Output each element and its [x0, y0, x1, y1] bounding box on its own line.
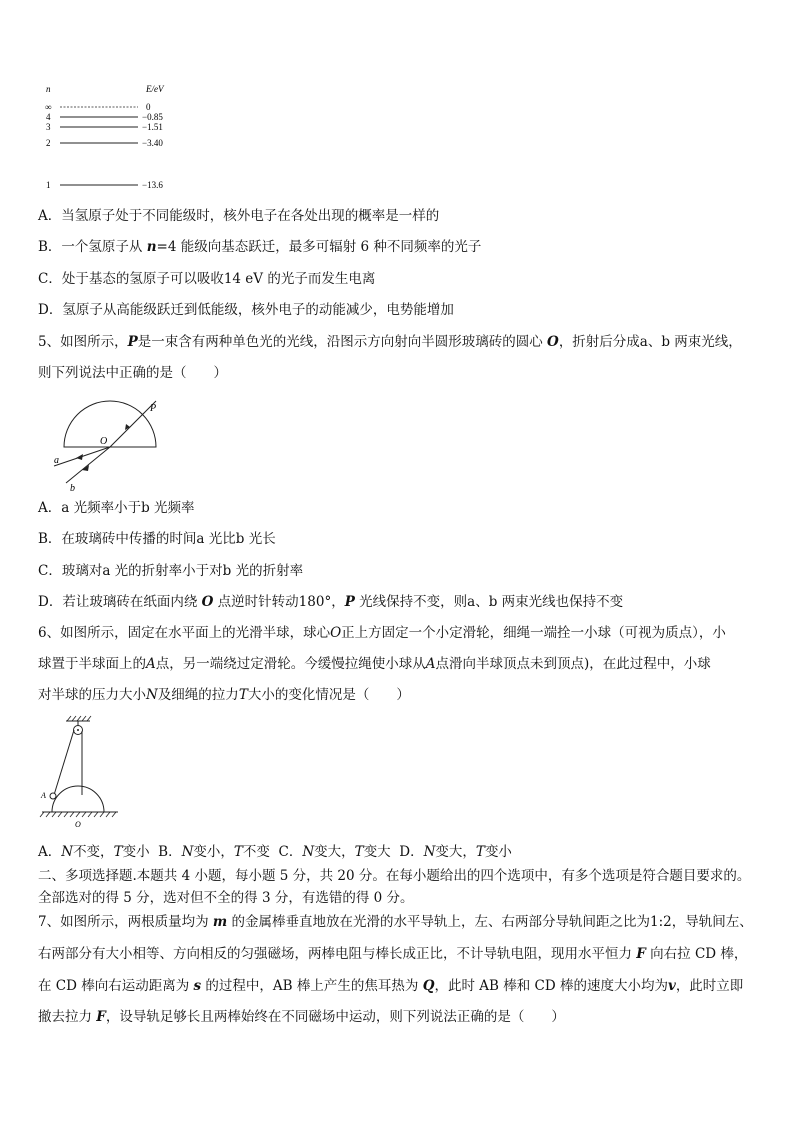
level-n-2: 2: [46, 138, 51, 148]
q7-l3-b: 的过程中，AB 棒上产生的焦耳热为: [201, 978, 423, 994]
q7-l1-m: m: [212, 914, 228, 930]
q5-l1-b: 是一束含有两种单色光的光线，沿图示方向射向半圆形玻璃砖的圆心: [137, 334, 548, 350]
q5-l1-o: O: [547, 334, 559, 350]
q6-stem-line2: [38, 655, 711, 673]
q6-opt-b: [158, 844, 278, 860]
q7-l3-d: ，此时立即: [675, 978, 744, 994]
q6-opt-d-mid: 变大，: [435, 844, 476, 860]
q7-l4-f: F: [96, 1009, 106, 1025]
section2-line1: 二、多项选择题.本题共 4 小题，每小题 5 分，共 20 分。在每小题给出的四个选项中，有多个选项是符合题目要求的。: [38, 868, 751, 884]
q6-opt-d-pre: D．: [399, 844, 424, 860]
q6-l3-t: T: [238, 687, 248, 703]
q4-option-b: [38, 238, 481, 256]
q6-stem-line3: [38, 686, 410, 704]
ground-hatch: [40, 812, 116, 817]
q6-opt-a-pre: A．: [38, 844, 62, 860]
semicircle-glass: [64, 401, 156, 447]
q7-l3-s: s: [193, 978, 202, 994]
q6-opt-a-n: N: [61, 844, 74, 860]
q7-stem-line2: [38, 945, 747, 963]
q5-d-o: O: [201, 594, 214, 610]
ray-b: [66, 447, 110, 483]
level-e-4: −0.85: [142, 112, 163, 122]
q7-stem-line1: [38, 913, 753, 931]
q7-l2-b: 向右拉 CD 棒，: [645, 946, 748, 962]
q4-option-b-var: n: [146, 239, 157, 255]
q5-d-c: 光线保持不变，则a、b 两束光线也保持不变: [354, 594, 624, 610]
q7-stem-line4: [38, 1008, 565, 1026]
q4-option-a: A．当氢原子处于不同能级时，核外电子在各处出现的概率是一样的: [38, 208, 440, 224]
label-p: P: [150, 403, 157, 414]
q6-figure: [36, 715, 126, 833]
label-a: a: [54, 455, 59, 466]
ball: [50, 793, 56, 799]
q6-opt-a: [38, 844, 158, 860]
q6-opt-a-mid: 不变，: [73, 844, 114, 860]
level-n-1: 1: [46, 180, 51, 190]
energy-level-diagram: [38, 82, 198, 194]
q7-l3-v: v: [667, 978, 676, 994]
q5-option-c: C．玻璃对a 光的折射率小于对b 光的折射率: [38, 563, 304, 579]
label-o-center: O: [75, 820, 81, 829]
q5-stem-line2: 则下列说法中正确的是（ ）: [38, 365, 227, 381]
q6-l2-c: 点滑向半球顶点未到顶点)，在此过程中，小球: [435, 656, 711, 672]
level-e-3: −1.51: [142, 122, 163, 132]
q7-l1-a: 7、如图所示，两根质量均为: [38, 914, 213, 930]
pulley-center: [77, 729, 79, 731]
q6-l2-a: 球置于半球面上的: [38, 656, 146, 672]
q6-opt-b-mid: 变小，: [193, 844, 234, 860]
q6-l3-a: 对半球的压力大小: [38, 687, 146, 703]
section2-line2: 全部选对的得 5 分，选对但不全的得 3 分，有选错的得 0 分。: [38, 890, 414, 906]
level-n-3: 3: [46, 122, 51, 132]
q6-l2-a1: A: [146, 656, 156, 672]
q6-l2-b: 点，另一端绕过定滑轮。今缓慢拉绳使小球从: [155, 656, 426, 672]
q6-opt-b-t: T: [233, 844, 243, 860]
q7-l1-b: 的金属棒垂直地放在光滑的水平导轨上，左、右两部分导轨间距之比为1:2，导轨间左、: [227, 914, 753, 930]
q6-l2-a2: A: [425, 656, 436, 672]
label-o: O: [100, 436, 108, 447]
label-b: b: [70, 483, 75, 494]
q5-d-p: P: [344, 594, 355, 610]
q4-option-b-post: =4 能级向基态跃迁，最多可辐射 6 种不同频率的光子: [156, 239, 482, 255]
q6-opt-b-n: N: [181, 844, 194, 860]
q6-opt-d-n: N: [423, 844, 436, 860]
q7-l3-c: ，此时 AB 棒和 CD 棒的速度大小均为: [434, 978, 668, 994]
q4-option-c: C．处于基态的氢原子可以吸收14 eV 的光子而发生电离: [38, 271, 376, 287]
label-a-point: A: [41, 791, 46, 800]
q5-option-b: B．在玻璃砖中传播的时间a 光比b 光长: [38, 531, 276, 547]
ray-b-arrow: [82, 465, 89, 471]
q4-option-b-pre: B．一个氢原子从: [38, 239, 147, 255]
q6-opt-c-mid: 变大，: [314, 844, 355, 860]
q5-d-b: 点逆时针转动180°，: [213, 594, 345, 610]
q5-figure: [46, 395, 176, 495]
n-axis-label: n: [46, 84, 51, 94]
q6-l1-o: O: [330, 625, 342, 641]
q5-option-a: A．a 光频率小于b 光频率: [38, 500, 195, 516]
q6-opt-d: [399, 844, 512, 860]
ray-a-arrow: [76, 454, 83, 460]
q6-opt-b-post: 不变: [242, 844, 279, 860]
q7-l4-a: 撤去拉力: [38, 1009, 97, 1025]
q6-opt-c-pre: C．: [278, 844, 303, 860]
level-n-4: 4: [46, 112, 51, 122]
q5-option-d: [38, 593, 623, 611]
q5-l1-a: 5、如图所示，: [38, 334, 128, 350]
q6-opt-c-t: T: [354, 844, 364, 860]
q6-opt-b-pre: B．: [158, 844, 182, 860]
level-e-inf: 0: [146, 102, 151, 112]
q4-option-d: D．氢原子从高能级跃迁到低能级，核外电子的动能减少，电势能增加: [38, 302, 454, 318]
q6-l3-b: 及细绳的拉力: [157, 687, 239, 703]
q6-opt-c-n: N: [302, 844, 315, 860]
q6-l3-n: N: [146, 687, 158, 703]
q6-opt-c: [279, 844, 400, 860]
level-n-inf: ∞: [45, 102, 52, 112]
q7-l2-f: F: [636, 946, 646, 962]
q6-opt-a-t: T: [113, 844, 123, 860]
level-e-1: −13.6: [142, 180, 163, 190]
q5-l1-c: ，折射后分成a、b 两束光线，: [558, 334, 742, 350]
q7-stem-line3: [38, 977, 743, 995]
q7-l4-b: ，设导轨足够长且两棒始终在不同磁场中运动，则下列说法正确的是（ ）: [105, 1009, 565, 1025]
hemisphere: [52, 786, 104, 812]
rope-to-ball: [54, 730, 74, 795]
q6-l1-a: 6、如图所示，固定在水平面上的光滑半球，球心: [38, 625, 331, 641]
q5-l1-p: P: [127, 334, 138, 350]
energy-axis-label: E/eV: [146, 84, 164, 94]
q6-l1-b: 正上方固定一个小定滑轮，细绳一端拴一小球（可视为质点），小: [341, 625, 726, 641]
ceiling-hatch: [67, 716, 91, 721]
q5-d-a: D．若让玻璃砖在纸面内绕: [38, 594, 202, 610]
q6-opt-d-post: 变小: [484, 844, 512, 860]
q6-stem-line1: [38, 624, 726, 642]
q6-options: [38, 843, 512, 861]
q7-l3-a: 在 CD 棒向右运动距离为: [38, 978, 194, 994]
q6-opt-c-post: 变大: [363, 844, 400, 860]
q6-opt-d-t: T: [475, 844, 485, 860]
q7-l3-q: Q: [422, 978, 435, 994]
level-e-2: −3.40: [142, 138, 163, 148]
q6-opt-a-post: 变小: [122, 844, 159, 860]
q7-l2-a: 右两部分有大小相等、方向相反的匀强磁场，两棒电阻与棒长成正比，不计导轨电阻，现用水平恒力: [38, 946, 637, 962]
q6-l3-c: 大小的变化情况是（ ）: [247, 687, 410, 703]
q5-stem-line1: [38, 333, 742, 351]
